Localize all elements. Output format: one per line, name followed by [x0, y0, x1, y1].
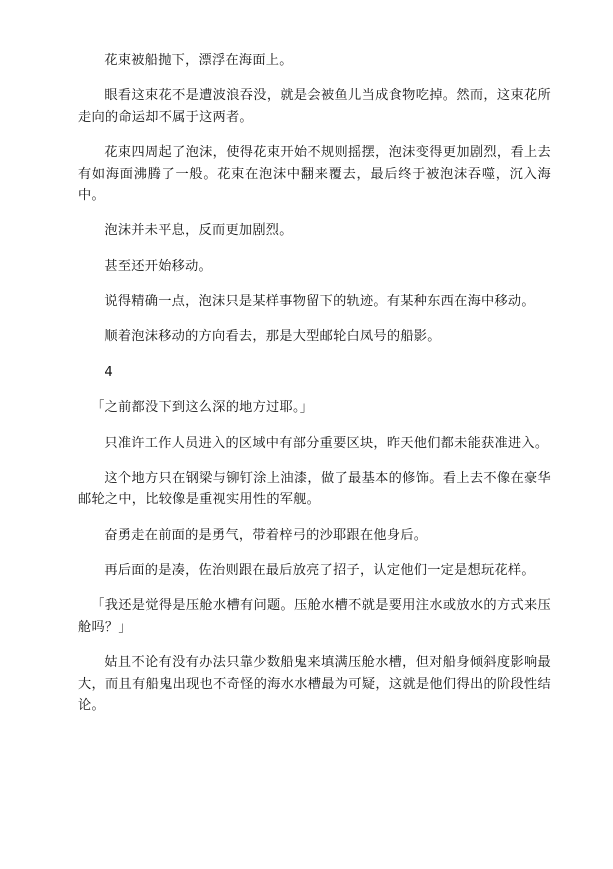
section-number: 4 — [104, 364, 114, 380]
paragraph: 泡沫并未平息，反而更加剧烈。 — [104, 223, 293, 239]
paragraph: 再后面的是凑，佐治则跟在最后放亮了招子，认定他们一定是想玩花样。 — [104, 563, 535, 578]
paragraph: 说得精确一点，泡沫只是某样事物留下的轨迹。有某种东西在海中移动。 — [104, 294, 535, 309]
paragraph: 花束被船抛下，漂浮在海面上。 — [104, 53, 293, 68]
paragraph-dialogue: 「我还是觉得是压舱水槽有问题。压舱水槽不就是要用注水或放水的方式来压舱吗？」 — [78, 598, 551, 635]
paragraph: 甚至还开始移动。 — [104, 258, 213, 274]
paragraph: 这个地方只在钢梁与铆钉涂上油漆，做了最基本的修饰。看上去不像在豪华邮轮之中，比较像是重视实用性的军舰。 — [78, 470, 551, 508]
paragraph: 奋勇走在前面的是勇气，带着梓弓的沙耶跟在他身后。 — [104, 527, 428, 543]
paragraph: 只准许工作人员进入的区域中有部分重要区块，昨天他们都未能获准进入。 — [104, 435, 549, 451]
paragraph: 顺着泡沫移动的方向看去，那是大型邮轮白凤号的船影。 — [104, 329, 441, 345]
paragraph: 眼看这束花不是遭波浪吞没，就是会被鱼儿当成食物吃掉。然而，这束花所走向的命运却不属于这两者。 — [78, 88, 551, 125]
document-body — [78, 50, 551, 716]
paragraph-dialogue: 「之前都没下到这么深的地方过耶。」 — [91, 400, 314, 416]
paragraph: 姑且不论有没有办法只靠少数船鬼来填满压舱水槽，但对船身倾斜度影响最大，而且有船鬼出现也不奇怪的海水水槽最为可疑，这就是他们得出的阶段性结论。 — [78, 655, 551, 713]
paragraph: 花束四周起了泡沫，使得花束开始不规则摇摆，泡沫变得更加剧烈，看上去有如海面沸腾了一般。花束在泡沫中翻来覆去，最后终于被泡沫吞噬，沉入海中。 — [78, 145, 551, 203]
